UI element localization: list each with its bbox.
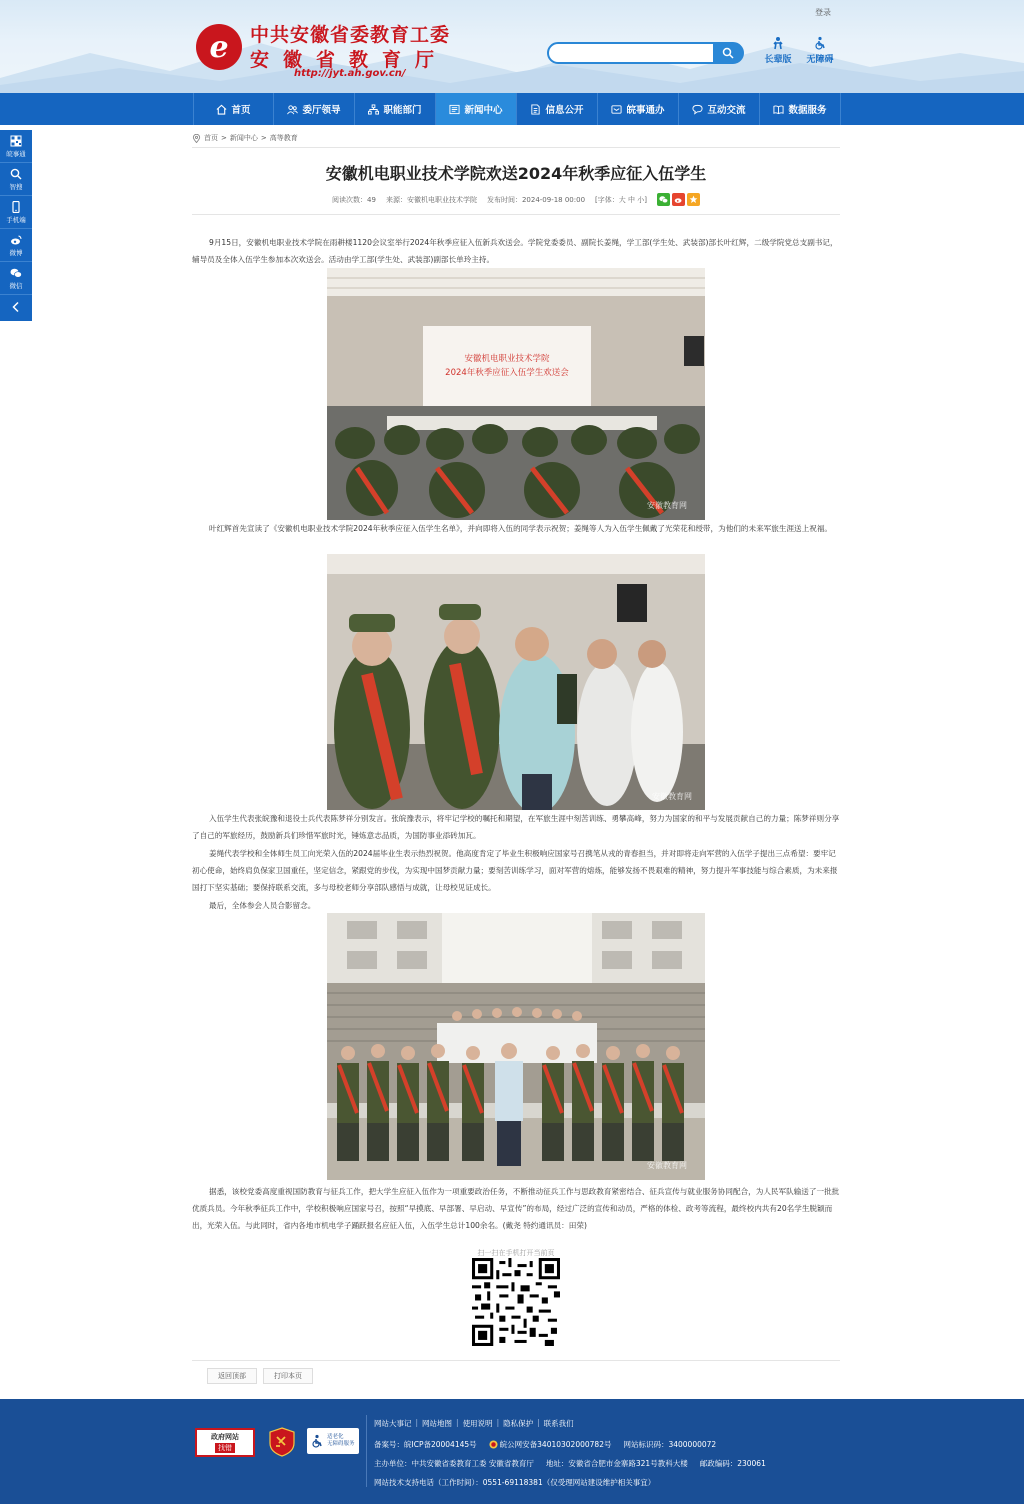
article-photo-ceremony <box>327 554 705 810</box>
logo-url: http://jyt.ah.gov.cn/ <box>294 68 406 79</box>
font-size-control[interactable]: [字体：大 中 小] <box>595 195 647 204</box>
article-paragraph: 据悉，该校党委高度重视国防教育与征兵工作，把大学生应征入伍作为一项重要政治任务，不断推动征兵工作与思政教育紧密结合、征兵宣传与就业服务协同配合，为人民军队输送了一批批优质兵员。今年秋季征兵工作中，学校积极响应国家号召，按照“早摸底、早部署、早启动、早宣传”的布局，经过广泛的宣传和动员，严格的体检、政考等流程，最终校内共有20名学生脱颖而出，光荣入伍。与此同时，省内各地市机电学子踊跃报名应征入伍，入伍学生总计100余名。(戴尧 特约通讯员：田荣) <box>192 1187 840 1230</box>
article-title: 安徽机电职业技术学院欢送2024年秋季应征入伍学生 <box>325 164 707 183</box>
logo-title-line1: 中共安徽省委教育工委 <box>250 24 451 46</box>
police-record[interactable]: 皖公网安备34010302000782号 <box>489 1439 612 1450</box>
floating-sidebar <box>0 130 32 321</box>
elder-accessibility-badge[interactable]: 适老化 无障碍服务 <box>307 1428 359 1454</box>
police-badge-icon <box>489 1440 498 1449</box>
photo-watermark: 安徽教育网 <box>647 1161 687 1170</box>
site-header <box>0 0 1024 93</box>
breadcrumb-news[interactable]: 新闻中心 <box>229 134 258 142</box>
article-paragraph: 叶红辉首先宣读了《安徽机电职业技术学院2024年秋季应征入伍学生名单》，并向即将入伍的同学表示祝贺；姜绳等人为入伍学生佩戴了光荣花和绶带，为他们的未来军旅生涯送上祝福。 <box>209 524 833 533</box>
mountain-background <box>0 33 1024 93</box>
sidebar-item-wanshitong[interactable]: 皖事通 <box>0 130 32 163</box>
photo-watermark: 安徽教育网 <box>647 501 687 510</box>
nav-item-data[interactable]: 数据服务 <box>760 93 841 125</box>
home-icon <box>216 104 227 115</box>
qrcode-icon <box>472 1258 560 1346</box>
divider <box>192 1360 840 1361</box>
breadcrumb <box>192 133 298 143</box>
main-nav <box>0 93 1024 125</box>
site-logo[interactable] <box>196 20 466 80</box>
sidebar-collapse-button[interactable] <box>0 295 32 321</box>
mobile-icon <box>10 201 22 213</box>
article-paragraph: 入伍学生代表张皖豫和退役士兵代表陈梦祥分别发言。张皖豫表示，将牢记学校的嘱托和期望，在军旅生涯中刻苦训练、勇攀高峰，努力为国家的和平与发展贡献自己的力量；陈梦祥则分享了自己的军旅经历，鼓励新兵们珍惜军旅时光，锤炼意志品质，为国防事业添砖加瓦。 <box>192 814 840 840</box>
weibo-share-icon[interactable] <box>672 193 685 206</box>
view-count: 阅读次数：49 <box>332 195 376 204</box>
elder-mode-button[interactable]: 长辈版 <box>758 36 798 65</box>
sidebar-item-search[interactable]: 智搜 <box>0 163 32 196</box>
elder-icon <box>771 36 785 50</box>
footer-link-contact[interactable]: 联系我们 <box>543 1419 574 1428</box>
favorite-share-icon[interactable] <box>687 193 700 206</box>
icp-number[interactable]: 备案号：皖ICP备20004145号 <box>374 1440 477 1449</box>
document-icon <box>530 104 541 115</box>
footer-link-guide[interactable]: 使用说明 <box>462 1419 493 1428</box>
wechat-icon <box>10 267 22 279</box>
article-paragraph: 姜绳代表学校和全体师生员工向光荣入伍的2024届毕业生表示热烈祝贺。他高度肯定了毕业生积极响应国家号召携笔从戎的青春担当，并对即将走向军营的入伍学子提出三点希望：要牢记初心使命，始终肩负保家卫国重任，坚定信念，紧跟党的步伐，为实现中国梦贡献力量；要刻苦训练学习，面对军营的熔炼，能够发扬不畏艰难的精神，努力提升军事技能与综合素质，为未来报国打下坚实基础；要保持联系交流，多与母校老师分享部队感悟与成就，让母校见证成长。 <box>192 849 838 892</box>
nav-item-interaction[interactable]: 互动交流 <box>679 93 760 125</box>
article-photo-group <box>327 913 705 1180</box>
location-icon <box>192 134 201 143</box>
footer-host-row <box>374 1458 766 1469</box>
qr-label: 扫一扫在手机打开当前页 <box>477 1249 555 1257</box>
sidebar-item-mobile[interactable]: 手机端 <box>0 196 32 229</box>
breadcrumb-separator: > <box>221 134 227 142</box>
people-icon <box>287 104 298 115</box>
nav-item-news[interactable]: 新闻中心 <box>436 93 517 125</box>
search-icon <box>10 168 22 180</box>
footer-link-sitemap[interactable]: 网站地图 <box>422 1419 453 1428</box>
search-icon <box>722 47 734 59</box>
service-icon <box>611 104 622 115</box>
support-phone: 网站技术支持电话（工作时间）：0551-69118381（仅受理网站建设维护相关事宜） <box>374 1478 656 1487</box>
logo-emblem-icon: e <box>196 24 242 70</box>
sidebar-item-wechat[interactable]: 微信 <box>0 262 32 295</box>
photo-watermark: 安徽教育网 <box>652 792 692 801</box>
chat-icon <box>692 104 703 115</box>
login-link[interactable]: 登录 <box>815 8 831 17</box>
article-meta <box>192 193 840 206</box>
news-icon <box>449 104 460 115</box>
article-source: 来源：安徽机电职业技术学院 <box>385 195 477 204</box>
accessibility-icon <box>310 1433 324 1449</box>
breadcrumb-separator: > <box>260 134 267 142</box>
party-emblem-icon[interactable] <box>268 1427 296 1457</box>
nav-item-services[interactable]: 皖事通办 <box>598 93 679 125</box>
footer-link-history[interactable]: 网站大事记 <box>374 1419 412 1428</box>
search-button[interactable] <box>713 43 743 63</box>
photo-banner-line2: 2024年秋季应征入伍学生欢送会 <box>445 368 569 378</box>
divider <box>192 214 840 215</box>
zip-code: 邮政编码：230061 <box>699 1459 766 1468</box>
host-address: 地址：安徽省合肥市金寨路321号教科大楼 <box>545 1459 688 1468</box>
site-footer <box>0 1399 1024 1504</box>
site-id: 网站标识码：3400000072 <box>623 1440 717 1449</box>
publish-date: 发布时间：2024-09-18 00:00 <box>486 195 586 204</box>
footer-registration-row <box>374 1439 716 1450</box>
accessibility-button[interactable]: 无障碍 <box>800 36 840 65</box>
nav-item-leaders[interactable]: 委厅领导 <box>274 93 355 125</box>
host-org: 主办单位：中共安徽省委教育工委 安徽省教育厅 <box>374 1459 534 1468</box>
article-photo-meeting <box>327 268 705 520</box>
back-to-top-button[interactable]: 返回顶部 <box>207 1368 257 1384</box>
photo-banner-line1: 安徽机电职业技术学院 <box>464 354 550 364</box>
accessibility-icon <box>813 36 827 50</box>
divider <box>192 147 840 148</box>
footer-link-privacy[interactable]: 隐私保护 <box>503 1419 534 1428</box>
nav-item-home[interactable]: 首页 <box>193 93 274 125</box>
nav-item-departments[interactable]: 职能部门 <box>355 93 436 125</box>
article-paragraph: 9月15日，安徽机电职业技术学院在雨耕楼1120会议室举行2024年秋季应征入伍新兵欢送会。学院党委委员、副院长姜绳，学工部(学生处、武装部)部长叶红辉，二级学院党总支副书记，辅导员及全体入伍学生参加本次欢送会。活动由学工部(学生处、武装部)副部长单玲主持。 <box>192 238 838 264</box>
article-paragraph: 最后，全体参会人员合影留念。 <box>209 901 316 910</box>
nav-item-disclosure[interactable]: 信息公开 <box>517 93 598 125</box>
footer-links: 网站大事记 | 网站地图 | 使用说明 | 隐私保护 | 联系我们 <box>374 1418 574 1428</box>
gov-site-error-report-badge[interactable]: 政府网站 找错 <box>195 1428 255 1457</box>
divider <box>366 1415 367 1487</box>
print-button[interactable]: 打印本页 <box>263 1368 313 1384</box>
org-icon <box>368 104 379 115</box>
article-actions <box>207 1368 313 1384</box>
footer-support-row <box>374 1477 655 1488</box>
book-icon <box>773 104 784 115</box>
sidebar-item-weibo[interactable]: 微博 <box>0 229 32 262</box>
weibo-icon <box>10 234 22 246</box>
search-input[interactable] <box>547 42 744 64</box>
breadcrumb-higher-education[interactable]: 高等教育 <box>269 134 298 142</box>
qrcode-icon <box>10 135 22 147</box>
breadcrumb-home[interactable]: 首页 <box>204 134 218 142</box>
logo-title-line2: 安徽省教育厅 <box>250 49 449 71</box>
share-buttons <box>657 193 700 206</box>
chevron-left-icon <box>10 301 22 313</box>
wechat-share-icon[interactable] <box>657 193 670 206</box>
